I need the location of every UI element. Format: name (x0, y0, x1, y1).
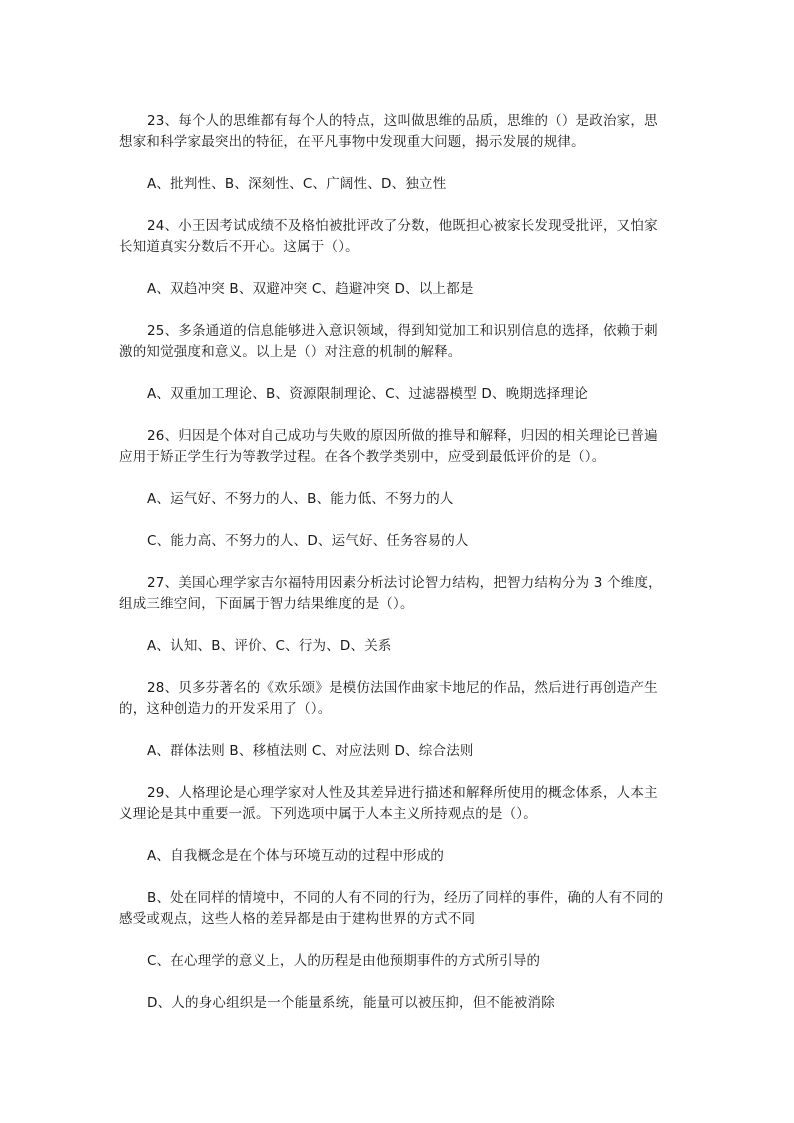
answer-option: A、运气好、不努力的人、B、能力低、不努力的人 (147, 491, 454, 507)
answer-option: B、处在同样的情境中，不同的人有不同的行为，经历了同样的事件，确的人有不同的 (147, 890, 664, 906)
question-stem-line: 激的知觉强度和意义。以上是（）对注意的机制的解释。 (119, 344, 462, 360)
answer-option: A、自我概念是在个体与环境互动的过程中形成的 (147, 848, 445, 864)
question-stem-line: 组成三维空间，下面属于智力结果维度的是（）。 (119, 596, 414, 612)
answer-option: C、在心理学的意义上，人的历程是由他预期事件的方式所引导的 (147, 953, 541, 969)
question-29 (119, 783, 679, 1014)
question-stem-line: 想家和科学家最突出的特征，在平凡事物中发现重大问题，揭示发展的规律。 (119, 134, 585, 150)
question-stem-line: 29、人格理论是心理学家对人性及其差异进行描述和解释所使用的概念体系，人本主 (147, 785, 658, 801)
answer-option: A、群体法则 B、移植法则 C、对应法则 D、综合法则 (147, 743, 474, 759)
question-26 (119, 426, 679, 573)
question-23 (119, 111, 679, 216)
question-stem-line: 24、小王因考试成绩不及格怕被批评改了分数，他既担心被家长发现受批评，又怕家 (147, 218, 658, 234)
question-stem-line: 28、贝多芬著名的《欢乐颂》是模仿法国作曲家卡地尼的作品，然后进行再创造产生 (147, 680, 658, 696)
answer-option: D、人的身心组织是一个能量系统，能量可以被压抑，但不能被消除 (147, 995, 555, 1011)
answer-option-continuation: 感受或观点，这些人格的差异都是由于建构世界的方式不同 (119, 911, 476, 927)
question-25 (119, 321, 679, 426)
question-stem-line: 的，这种创造力的开发采用了（）。 (119, 701, 332, 717)
answer-option: A、双趋冲突 B、双避冲突 C、趋避冲突 D、以上都是 (147, 281, 474, 297)
question-stem-line: 长知道真实分数后不开心。这属于（）。 (119, 239, 359, 255)
question-28 (119, 678, 679, 783)
question-stem-line: 23、每个人的思维都有每个人的特点，这叫做思维的品质，思维的（）是政治家，思 (147, 113, 658, 129)
question-stem-line: 义理论是其中重要一派。下列选项中属于人本主义所持观点的是（）。 (119, 806, 537, 822)
question-stem-line: 应用于矫正学生行为等教学过程。在各个教学类别中，应受到最低评价的是（）。 (119, 449, 606, 465)
question-stem-line: 26、归因是个体对自己成功与失败的原因所做的推导和解释，归因的相关理论已普遍 (147, 428, 658, 444)
answer-option: A、双重加工理论、B、资源限制理论、C、过滤器模型 D、晚期选择理论 (147, 386, 588, 402)
question-stem-line: 25、多条通道的信息能够进入意识领域，得到知觉加工和识别信息的选择，依赖于刺 (147, 323, 658, 339)
answer-option: A、认知、B、评价、C、行为、D、关系 (147, 638, 392, 654)
question-list (119, 111, 679, 1014)
answer-option: C、能力高、不努力的人、D、运气好、任务容易的人 (147, 533, 469, 549)
question-27 (119, 573, 679, 678)
answer-option: A、批判性、B、深刻性、C、广阔性、D、独立性 (147, 176, 447, 192)
question-24 (119, 216, 679, 321)
question-stem-line: 27、美国心理学家吉尔福特用因素分析法讨论智力结构，把智力结构分为 3 个维度， (147, 575, 662, 591)
